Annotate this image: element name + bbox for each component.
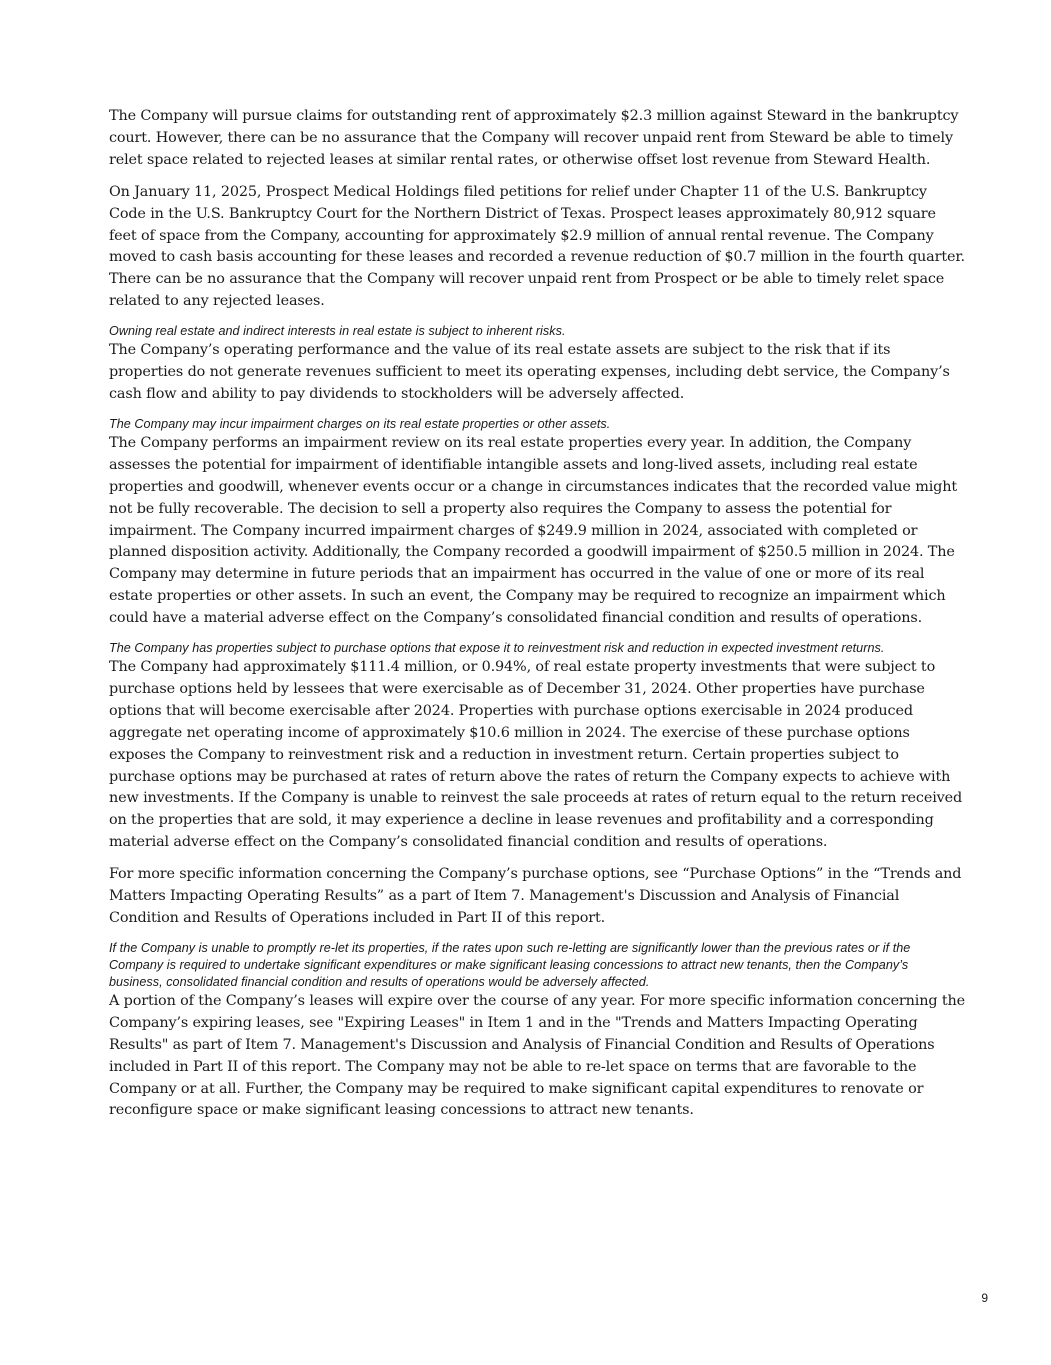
risk-heading-re-letting: If the Company is unable to promptly re-let its properties, if the rates upon such re-letting are significantly lower than the previous rates or if the Company is required to undertake significant expenditures or make significant leasing concessions to attract new tenants, then the Company’s business, consolidated financial condition and results of operations would be adversely affected. (109, 940, 911, 989)
paragraph-operating-performance: The Company’s operating performance and the value of its real estate assets are subject to the risk that if its properties do not generate revenues sufficient to meet its operating expenses, including debt service, the Company’s cash flow and ability to pay dividends to stockholders will be adversely affected. (109, 342, 950, 402)
paragraph-purchase-options-reference: For more specific information concerning the Company’s purchase options, see “Purchase Options” in the “Trends and Matters Impacting Operating Results” as a part of Item 7. Management's Discussion and Analysis of Financial Condition and Results of Operations included in Part II of this report. (109, 866, 962, 926)
document-page (109, 106, 965, 1132)
paragraph-impairment-review: The Company performs an impairment review on its real estate properties every year. In addition, the Company assesses the potential for impairment of identifiable intangible assets and long-lived assets, including real estate properties and goodwill, whenever events occur or a change in circumstances indicates that the recorded value might not be fully recoverable. The decision to sell a property also requires the Company to assess the potential for impairment. The Company incurred impairment charges of $249.9 million in 2024, associated with completed or planned disposition activity. Additionally, the Company recorded a goodwill impairment of $250.5 million in 2024. The Company may determine in future periods that an impairment has occurred in the value of one or more of its real estate properties or other assets. In such an event, the Company may be required to recognize an impairment which could have a material adverse effect on the Company’s consolidated financial condition and results of operations. (109, 434, 957, 627)
paragraph-steward-claims: The Company will pursue claims for outstanding rent of approximately $2.3 million against Steward in the bankruptcy court. However, there can be no assurance that the Company will recover unpaid rent from Steward be able to timely relet space related to rejected leases at similar rental rates, or otherwise offset lost revenue from Steward Health. (109, 108, 959, 168)
risk-heading-impairment: The Company may incur impairment charges on its real estate properties or other assets. (109, 416, 611, 431)
paragraph-expiring-leases: A portion of the Company’s leases will expire over the course of any year. For more specific information concerning the Company’s expiring leases, see "Expiring Leases" in Item 1 and in the "Trends and Matters Impacting Operating Results" as part of Item 7. Management's Discussion and Analysis of Financial Condition and Results of Operations included in Part II of this report. The Company may not be able to re-let space on terms that are favorable to the Company or at all. Further, the Company may be required to make significant capital expenditures to renovate or reconfigure space or make significant leasing concessions to attract new tenants. (109, 992, 965, 1119)
paragraph-purchase-options: The Company had approximately $111.4 million, or 0.94%, of real estate property investments that were subject to purchase options held by lessees that were exercisable as of December 31, 2024. Other properties have purchase options that will become exercisable after 2024. Properties with purchase options exercisable in 2024 produced aggregate net operating income of approximately $10.6 million in 2024. The exercise of these purchase options exposes the Company to reinvestment risk and a reduction in investment return. Certain properties subject to purchase options may be purchased at rates of return above the rates of return the Company expects to achieve with new investments. If the Company is unable to reinvest the sale proceeds at rates of return equal to the return received on the properties that are sold, it may experience a decline in lease revenues and profitability and a corresponding material adverse effect on the Company’s consolidated financial condition and results of operations. (109, 659, 963, 851)
paragraph-prospect-bankruptcy: On January 11, 2025, Prospect Medical Holdings filed petitions for relief under Chapter 11 of the U.S. Bankruptcy Code in the U.S. Bankruptcy Court for the Northern District of Texas. Prospect leases approximately 80,912 square feet of space from the Company, accounting for approximately $2.9 million of annual rental revenue. The Company moved to cash basis accounting for these leases and recorded a revenue reduction of $0.7 million in the fourth quarter. There can be no assurance that the Company will recover unpaid rent from Prospect or be able to timely relet space related to any rejected leases. (109, 183, 965, 310)
risk-heading-real-estate: Owning real estate and indirect interests in real estate is subject to inherent risks. (109, 324, 566, 339)
page-number: 9 (981, 1291, 988, 1305)
risk-heading-purchase-options: The Company has properties subject to purchase options that expose it to reinvestment risk and reduction in expected investment returns. (109, 641, 885, 656)
